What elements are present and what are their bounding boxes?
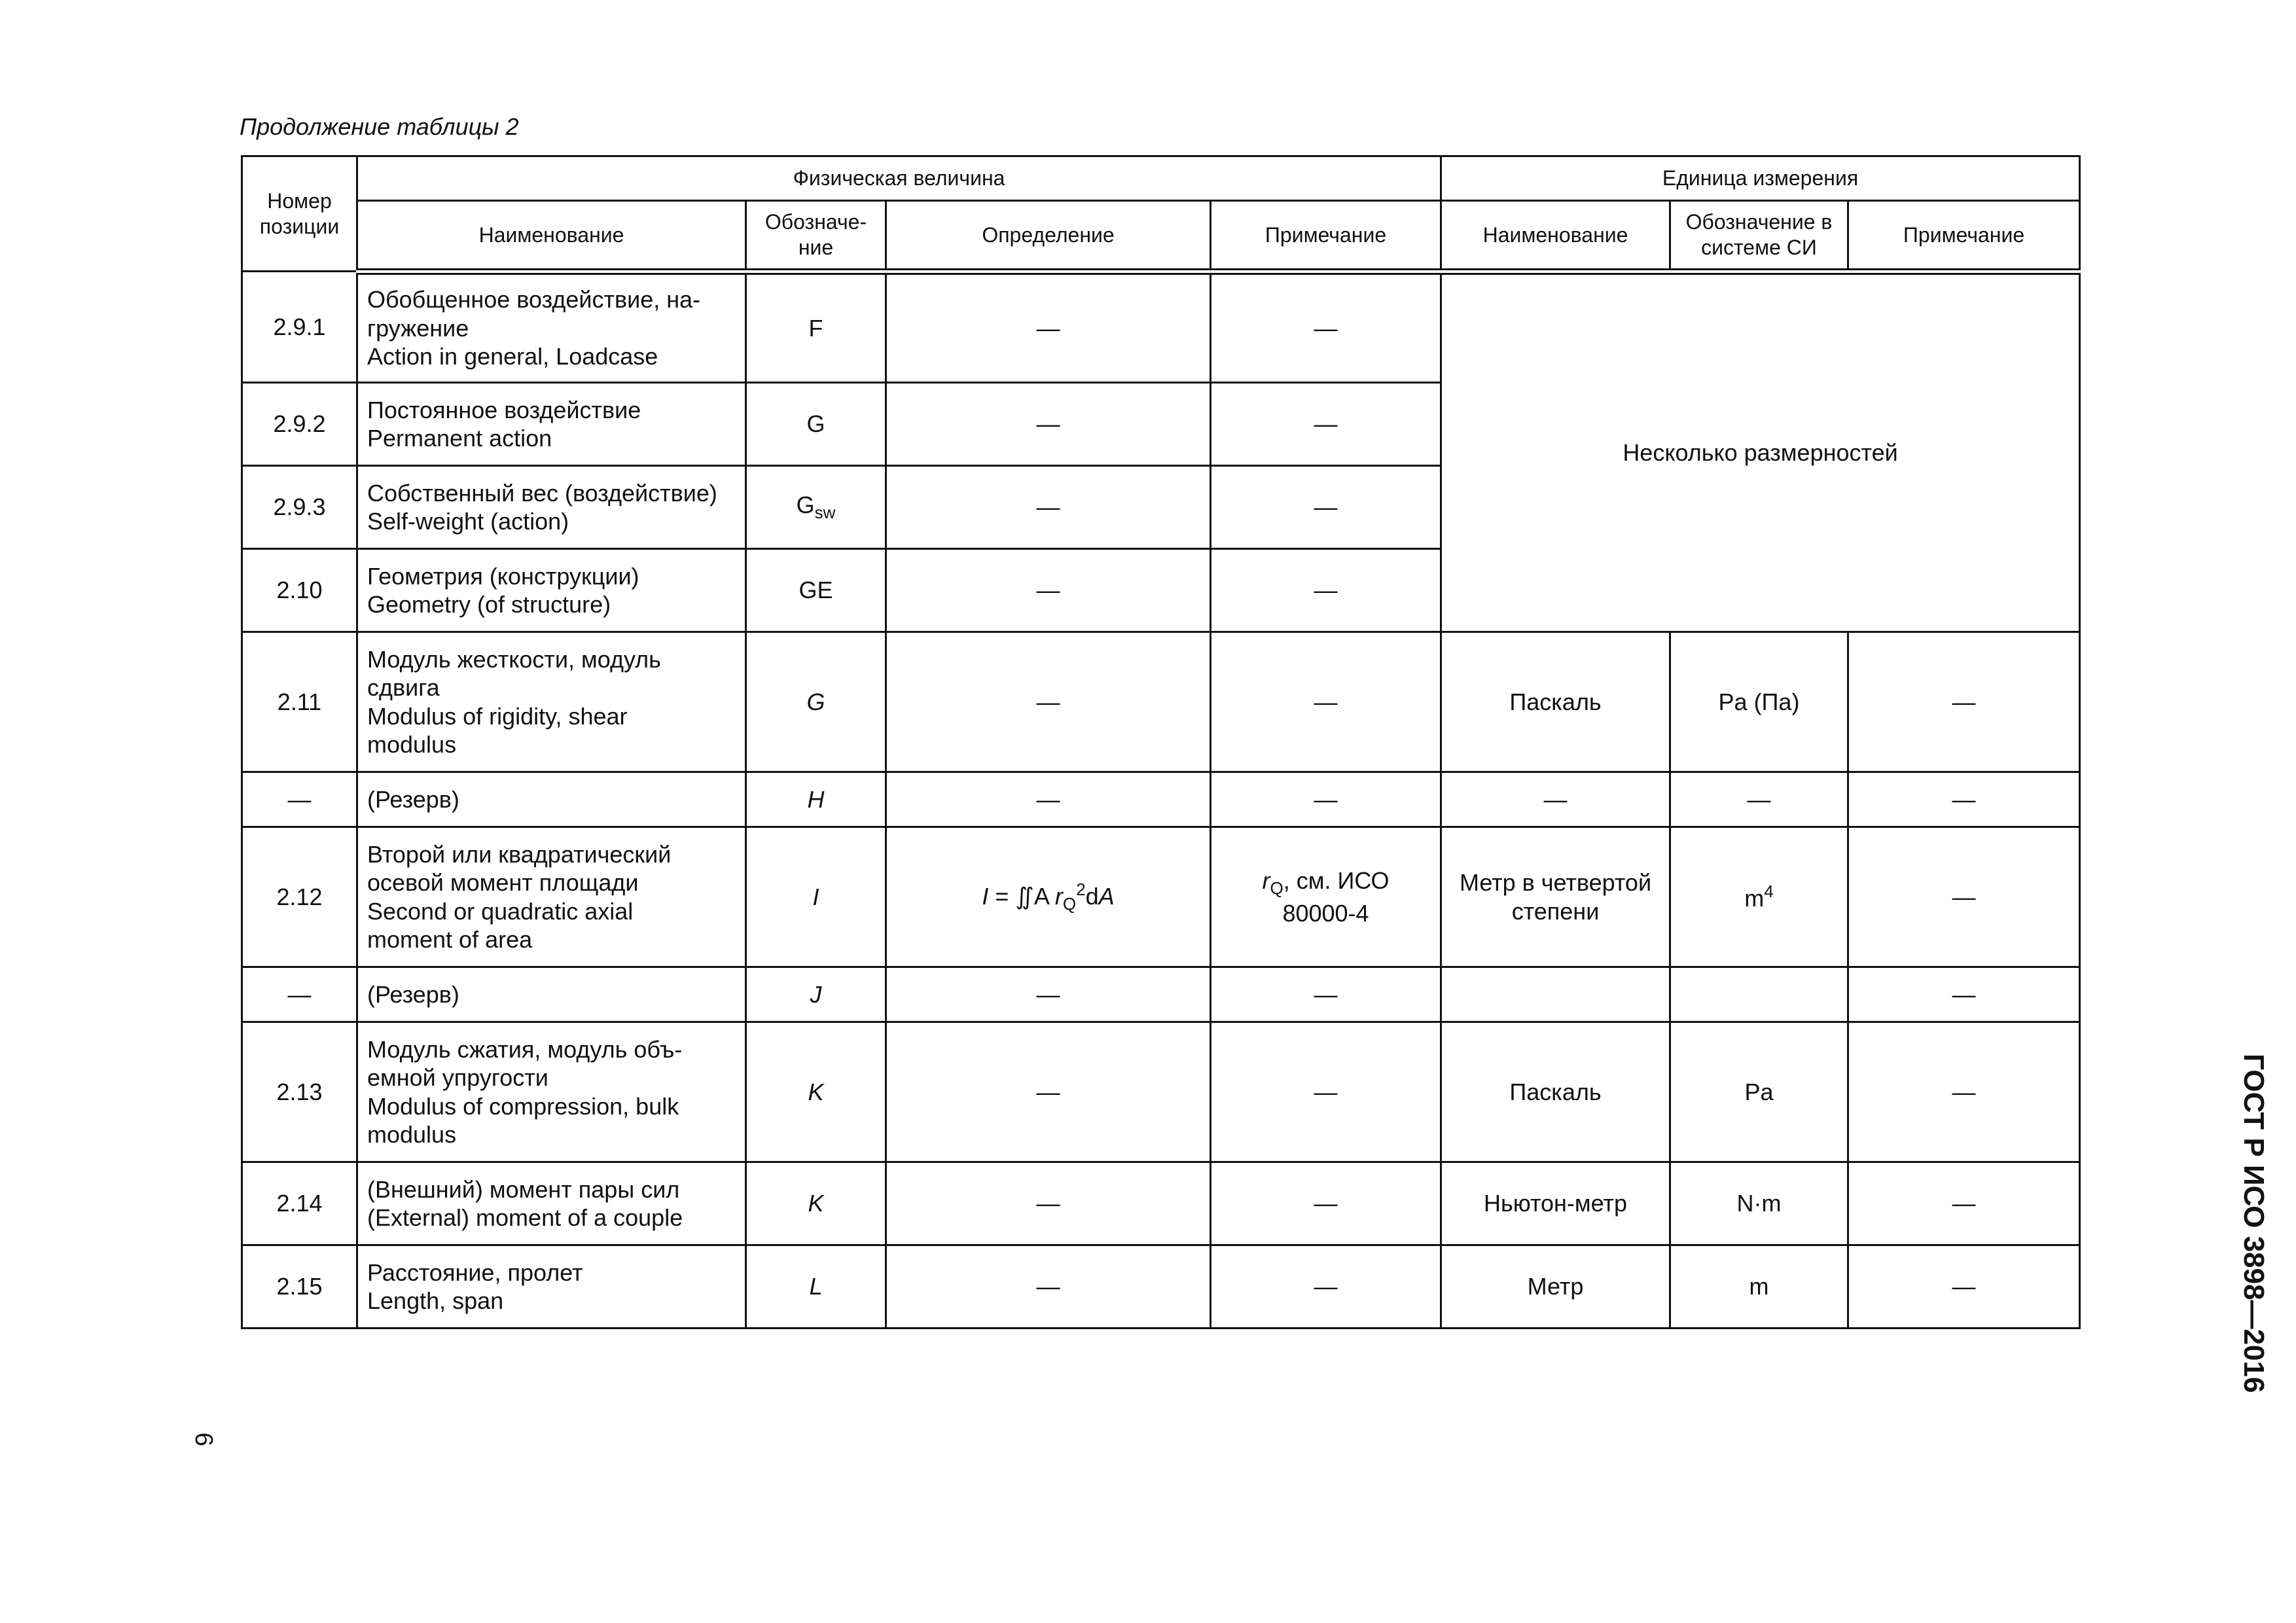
header-pq-note: Примечание [1211,201,1441,272]
quantity-note: — [1211,466,1441,549]
unit-symbol: — [1670,772,1848,827]
unit-note: — [1848,1245,2080,1329]
quantity-note: — [1211,772,1441,827]
position-number: 2.11 [242,632,357,772]
quantity-symbol: L [746,1245,886,1329]
unit-name: Метр в четвертой степени [1441,827,1670,967]
quantity-symbol: G [746,383,886,466]
quantity-note: — [1211,632,1441,772]
header-pq-name: Наименование [357,201,746,272]
unit-symbol-superscript: 4 [1764,881,1774,901]
position-number: 2.13 [242,1022,357,1162]
quantity-name: Расстояние, пролет Length, span [357,1245,746,1329]
quantity-note: — [1211,272,1441,383]
quantity-name: Обобщенное воздействие, на- гружение Action in general, Loadcase [357,272,746,383]
position-number: 2.10 [242,549,357,632]
unit-symbol: Pa (Па) [1670,632,1848,772]
header-pq-definition: Определение [886,201,1211,272]
quantity-definition: — [886,1022,1211,1162]
quantity-name: Геометрия (конструкции) Geometry (of structure) [357,549,746,632]
unit-note: — [1848,632,2080,772]
table-row [242,1022,2080,1162]
header-unit: Единица измерения [1441,156,2080,201]
unit-note: — [1848,827,2080,967]
quantity-definition: — [886,549,1211,632]
quantity-symbol: G [746,632,886,772]
quantity-note: — [1211,1022,1441,1162]
quantity-symbol: F [746,272,886,383]
table-caption: Продолжение таблицы 2 [240,113,519,140]
quantity-name: Модуль сжатия, модуль объ- емной упругости Modulus of compression, bulk modulus [357,1022,746,1162]
header-unit-note: Примечание [1848,201,2080,272]
quantity-symbol: GE [746,549,886,632]
unit-note: — [1848,967,2080,1022]
table-row [242,967,2080,1022]
unit-name: Паскаль [1441,632,1670,772]
quantity-definition: — [886,466,1211,549]
quantity-name: (Резерв) [357,772,746,827]
formula-integral: = ∬A [988,882,1055,910]
unit-note: — [1848,1022,2080,1162]
quantity-name: (Резерв) [357,967,746,1022]
formula-lhs: I [982,882,989,910]
note-r-subscript: Q [1270,878,1283,899]
quantity-note: — [1211,1162,1441,1245]
formula-d: d [1085,882,1099,910]
unit-note: — [1848,772,2080,827]
quantity-note: — [1211,549,1441,632]
formula-r-subscript: Q [1062,893,1077,914]
note-text: , см. ИСО [1283,867,1390,895]
unit-symbol [1670,827,1848,967]
formula-a: A [1098,882,1115,910]
quantity-definition: — [886,1245,1211,1329]
quantity-definition: — [886,272,1211,383]
quantity-name: Модуль жесткости, модуль сдвига Modulus of rigidity, shear modulus [357,632,746,772]
page-number: 6 [190,1432,218,1447]
merged-units-cell: Несколько размерностей [1441,272,2080,632]
quantity-name: (Внешний) момент пары сил (External) moment of a couple [357,1162,746,1245]
quantity-note: — [1211,383,1441,466]
header-pq-symbol: Обозначе-ние [746,201,886,272]
symbol-main: G [796,491,815,519]
table-row [242,772,2080,827]
table-row [242,1245,2080,1329]
unit-symbol: N·m [1670,1162,1848,1245]
quantity-definition [886,827,1211,967]
table-row [242,632,2080,772]
unit-name [1441,967,1670,1022]
quantity-definition: — [886,383,1211,466]
unit-name: Паскаль [1441,1022,1670,1162]
header-physical-quantity: Физическая величина [357,156,1441,201]
table-row [242,1162,2080,1245]
formula-r: r [1054,882,1063,910]
position-number: 2.15 [242,1245,357,1329]
quantity-name: Второй или квадратический осевой момент площади Second or quadratic axial moment of area [357,827,746,967]
position-number: 2.14 [242,1162,357,1245]
position-number: 2.9.2 [242,383,357,466]
quantity-definition: — [886,772,1211,827]
quantity-definition: — [886,967,1211,1022]
header-unit-name: Наименование [1441,201,1670,272]
note-standard: 80000-4 [1282,899,1369,927]
quantity-definition: — [886,632,1211,772]
header-unit-symbol: Обозначение в системе СИ [1670,201,1848,272]
symbol-subscript: sw [814,503,836,523]
formula-r-superscript: 2 [1076,879,1086,899]
unit-symbol [1670,967,1848,1022]
unit-symbol-main: m [1744,884,1765,912]
unit-note: — [1848,1162,2080,1245]
quantity-symbol: J [746,967,886,1022]
position-number: 2.9.1 [242,272,357,383]
header-position-number: Номер позиции [242,156,357,272]
position-number: 2.9.3 [242,466,357,549]
quantities-table [241,155,2081,1329]
quantity-symbol: K [746,1162,886,1245]
position-number: — [242,772,357,827]
quantity-symbol [746,466,886,549]
position-number: 2.12 [242,827,357,967]
unit-symbol: Pa [1670,1022,1848,1162]
quantity-note [1211,827,1441,967]
unit-symbol: m [1670,1245,1848,1329]
quantity-name: Постоянное воздействие Permanent action [357,383,746,466]
position-number: — [242,967,357,1022]
quantity-name: Собственный вес (воздействие) Self-weight (action) [357,466,746,549]
quantity-symbol: H [746,772,886,827]
unit-name: Ньютон-метр [1441,1162,1670,1245]
quantity-note: — [1211,1245,1441,1329]
unit-name: Метр [1441,1245,1670,1329]
table-row [242,827,2080,967]
document-code: ГОСТ Р ИСО 3898—2016 [2238,1054,2270,1393]
quantity-note: — [1211,967,1441,1022]
quantity-symbol: K [746,1022,886,1162]
quantity-symbol: I [746,827,886,967]
table-row [242,272,2080,383]
note-r: r [1262,867,1270,895]
unit-name: — [1441,772,1670,827]
quantity-definition: — [886,1162,1211,1245]
